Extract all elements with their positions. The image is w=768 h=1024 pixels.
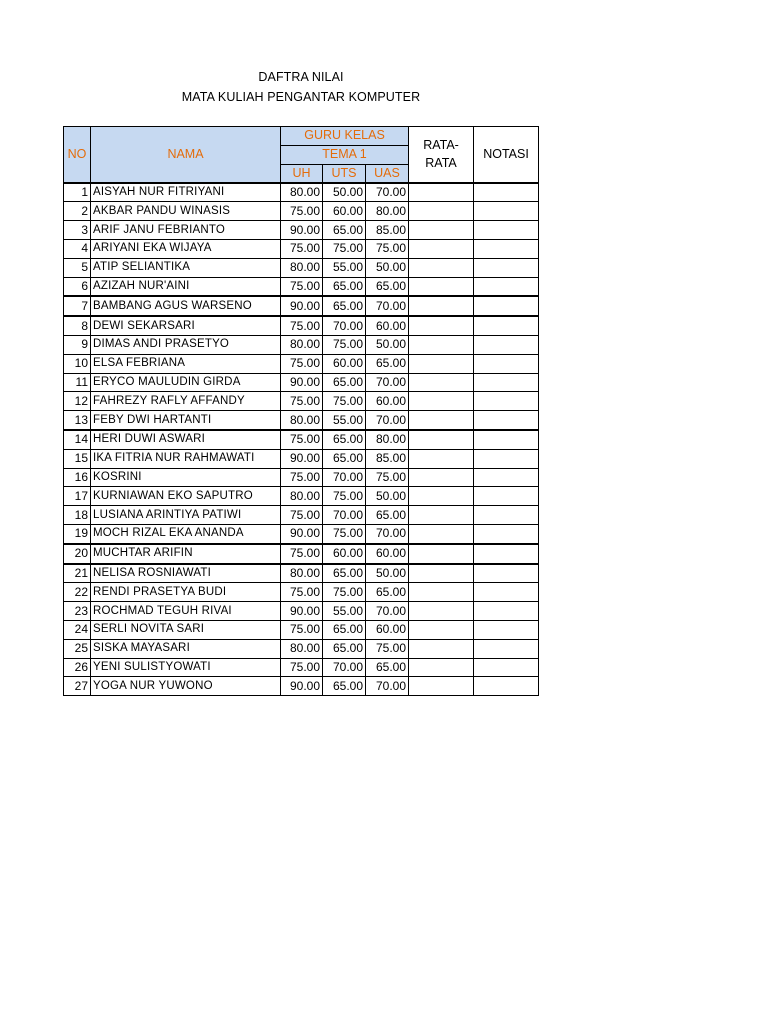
row-uh: 90.00 xyxy=(281,449,323,468)
row-uh: 75.00 xyxy=(281,468,323,487)
row-uas: 70.00 xyxy=(366,373,409,392)
row-no: 4 xyxy=(64,239,91,258)
row-uts: 65.00 xyxy=(323,430,366,449)
row-uh: 80.00 xyxy=(281,639,323,658)
row-uh: 90.00 xyxy=(281,373,323,392)
row-rata-rata xyxy=(409,239,474,258)
table-row xyxy=(64,239,539,258)
table-row xyxy=(64,354,539,373)
row-rata-rata xyxy=(409,524,474,543)
row-uts: 60.00 xyxy=(323,544,366,564)
row-no: 21 xyxy=(64,564,91,583)
row-nama: MUCHTAR ARIFIN xyxy=(91,544,281,564)
row-notasi xyxy=(474,564,539,583)
row-no: 22 xyxy=(64,583,91,602)
row-nama: AZIZAH NUR'AINI xyxy=(91,277,281,296)
row-no: 23 xyxy=(64,602,91,621)
table-row xyxy=(64,202,539,221)
table-row xyxy=(64,524,539,543)
row-uts: 65.00 xyxy=(323,449,366,468)
row-rata-rata xyxy=(409,316,474,335)
table-row xyxy=(64,487,539,506)
row-uts: 65.00 xyxy=(323,564,366,583)
row-nama: YOGA NUR YUWONO xyxy=(91,677,281,696)
row-no: 18 xyxy=(64,506,91,525)
row-uas: 65.00 xyxy=(366,658,409,677)
row-uas: 65.00 xyxy=(366,583,409,602)
row-uas: 70.00 xyxy=(366,411,409,430)
row-notasi xyxy=(474,277,539,296)
table-row xyxy=(64,602,539,621)
row-no: 15 xyxy=(64,449,91,468)
row-uts: 70.00 xyxy=(323,506,366,525)
header-nama: NAMA xyxy=(91,127,281,183)
row-rata-rata xyxy=(409,202,474,221)
row-uas: 65.00 xyxy=(366,277,409,296)
row-uh: 80.00 xyxy=(281,411,323,430)
row-uh: 80.00 xyxy=(281,335,323,354)
row-uh: 75.00 xyxy=(281,316,323,335)
row-uts: 60.00 xyxy=(323,202,366,221)
row-no: 13 xyxy=(64,411,91,430)
header-guru-kelas: GURU KELAS xyxy=(281,127,409,146)
row-no: 14 xyxy=(64,430,91,449)
document-title: DAFTRA NILAI xyxy=(258,70,344,84)
row-nama: RENDI PRASETYA BUDI xyxy=(91,583,281,602)
row-uts: 70.00 xyxy=(323,658,366,677)
row-uh: 90.00 xyxy=(281,602,323,621)
row-no: 25 xyxy=(64,639,91,658)
row-uts: 65.00 xyxy=(323,677,366,696)
row-nama: SISKA MAYASARI xyxy=(91,639,281,658)
row-no: 9 xyxy=(64,335,91,354)
row-uas: 75.00 xyxy=(366,239,409,258)
header-rata-rata xyxy=(409,127,474,183)
row-uh: 80.00 xyxy=(281,183,323,202)
row-rata-rata xyxy=(409,620,474,639)
row-rata-rata xyxy=(409,468,474,487)
row-uas: 65.00 xyxy=(366,354,409,373)
row-nama: MOCH RIZAL EKA ANANDA xyxy=(91,524,281,543)
table-row xyxy=(64,183,539,202)
row-nama: YENI SULISTYOWATI xyxy=(91,658,281,677)
table-row xyxy=(64,296,539,316)
row-uts: 75.00 xyxy=(323,392,366,411)
row-notasi xyxy=(474,221,539,240)
row-no: 5 xyxy=(64,258,91,277)
document-subtitle: MATA KULIAH PENGANTAR KOMPUTER xyxy=(181,90,421,104)
row-rata-rata xyxy=(409,544,474,564)
row-nama: ELSA FEBRIANA xyxy=(91,354,281,373)
row-rata-rata xyxy=(409,564,474,583)
row-uts: 55.00 xyxy=(323,411,366,430)
row-notasi xyxy=(474,677,539,696)
row-nama: ATIP SELIANTIKA xyxy=(91,258,281,277)
row-nama: FAHREZY RAFLY AFFANDY xyxy=(91,392,281,411)
row-notasi xyxy=(474,239,539,258)
row-uh: 80.00 xyxy=(281,487,323,506)
row-uh: 90.00 xyxy=(281,677,323,696)
row-uh: 75.00 xyxy=(281,354,323,373)
row-notasi xyxy=(474,620,539,639)
row-no: 8 xyxy=(64,316,91,335)
row-rata-rata xyxy=(409,449,474,468)
row-rata-rata xyxy=(409,430,474,449)
header-uas: UAS xyxy=(366,164,409,183)
row-uas: 60.00 xyxy=(366,316,409,335)
row-nama: ROCHMAD TEGUH RIVAI xyxy=(91,602,281,621)
header-uts: UTS xyxy=(323,164,366,183)
row-uh: 90.00 xyxy=(281,221,323,240)
row-uts: 65.00 xyxy=(323,620,366,639)
row-no: 11 xyxy=(64,373,91,392)
row-nama: AKBAR PANDU WINASIS xyxy=(91,202,281,221)
row-nama: SERLI NOVITA SARI xyxy=(91,620,281,639)
row-rata-rata xyxy=(409,296,474,316)
row-rata-rata xyxy=(409,411,474,430)
row-rata-rata xyxy=(409,506,474,525)
row-uts: 65.00 xyxy=(323,639,366,658)
row-no: 16 xyxy=(64,468,91,487)
row-no: 6 xyxy=(64,277,91,296)
row-uts: 65.00 xyxy=(323,373,366,392)
row-uas: 60.00 xyxy=(366,392,409,411)
table-row xyxy=(64,392,539,411)
row-notasi xyxy=(474,258,539,277)
row-uts: 75.00 xyxy=(323,487,366,506)
row-notasi xyxy=(474,602,539,621)
row-uh: 80.00 xyxy=(281,258,323,277)
row-rata-rata xyxy=(409,639,474,658)
header-uh: UH xyxy=(281,164,323,183)
row-notasi xyxy=(474,583,539,602)
row-notasi xyxy=(474,392,539,411)
row-notasi xyxy=(474,430,539,449)
row-rata-rata xyxy=(409,602,474,621)
row-uh: 75.00 xyxy=(281,239,323,258)
row-uas: 70.00 xyxy=(366,677,409,696)
table-row xyxy=(64,544,539,564)
row-uts: 75.00 xyxy=(323,583,366,602)
row-uas: 60.00 xyxy=(366,544,409,564)
row-nama: DIMAS ANDI PRASETYO xyxy=(91,335,281,354)
row-uh: 75.00 xyxy=(281,392,323,411)
row-nama: AISYAH NUR FITRIYANI xyxy=(91,183,281,202)
row-uas: 50.00 xyxy=(366,258,409,277)
row-no: 10 xyxy=(64,354,91,373)
header-rata-line1: RATA- xyxy=(423,138,459,153)
row-uts: 70.00 xyxy=(323,468,366,487)
row-no: 20 xyxy=(64,544,91,564)
table-row xyxy=(64,658,539,677)
row-no: 7 xyxy=(64,296,91,316)
row-nama: HERI DUWI ASWARI xyxy=(91,430,281,449)
row-uas: 75.00 xyxy=(366,639,409,658)
row-rata-rata xyxy=(409,392,474,411)
row-uh: 75.00 xyxy=(281,277,323,296)
row-uas: 65.00 xyxy=(366,506,409,525)
table-row xyxy=(64,373,539,392)
row-nama: IKA FITRIA NUR RAHMAWATI xyxy=(91,449,281,468)
row-uh: 90.00 xyxy=(281,524,323,543)
row-uas: 70.00 xyxy=(366,296,409,316)
row-uts: 50.00 xyxy=(323,183,366,202)
row-no: 12 xyxy=(64,392,91,411)
row-uh: 75.00 xyxy=(281,620,323,639)
row-rata-rata xyxy=(409,658,474,677)
row-notasi xyxy=(474,373,539,392)
row-nama: ARIF JANU FEBRIANTO xyxy=(91,221,281,240)
row-rata-rata xyxy=(409,354,474,373)
row-uts: 65.00 xyxy=(323,277,366,296)
row-uas: 80.00 xyxy=(366,430,409,449)
row-uts: 65.00 xyxy=(323,221,366,240)
table-row xyxy=(64,564,539,583)
row-uas: 50.00 xyxy=(366,487,409,506)
row-notasi xyxy=(474,639,539,658)
row-rata-rata xyxy=(409,487,474,506)
row-notasi xyxy=(474,411,539,430)
row-notasi xyxy=(474,658,539,677)
row-nama: FEBY DWI HARTANTI xyxy=(91,411,281,430)
row-no: 27 xyxy=(64,677,91,696)
row-no: 3 xyxy=(64,221,91,240)
table-row xyxy=(64,221,539,240)
row-uh: 75.00 xyxy=(281,202,323,221)
row-notasi xyxy=(474,449,539,468)
row-rata-rata xyxy=(409,183,474,202)
row-notasi xyxy=(474,202,539,221)
row-uts: 75.00 xyxy=(323,239,366,258)
row-nama: KURNIAWAN EKO SAPUTRO xyxy=(91,487,281,506)
row-uts: 70.00 xyxy=(323,316,366,335)
row-rata-rata xyxy=(409,583,474,602)
row-nama: NELISA ROSNIAWATI xyxy=(91,564,281,583)
row-uas: 60.00 xyxy=(366,620,409,639)
row-nama: BAMBANG AGUS WARSENO xyxy=(91,296,281,316)
row-notasi xyxy=(474,487,539,506)
row-notasi xyxy=(474,296,539,316)
row-nama: ERYCO MAULUDIN GIRDA xyxy=(91,373,281,392)
table-row xyxy=(64,583,539,602)
row-rata-rata xyxy=(409,373,474,392)
row-uts: 75.00 xyxy=(323,335,366,354)
row-uas: 85.00 xyxy=(366,449,409,468)
row-notasi xyxy=(474,544,539,564)
grades-table xyxy=(63,126,539,696)
row-uts: 75.00 xyxy=(323,524,366,543)
table-row xyxy=(64,411,539,430)
row-nama: ARIYANI EKA WIJAYA xyxy=(91,239,281,258)
row-uts: 60.00 xyxy=(323,354,366,373)
row-nama: DEWI SEKARSARI xyxy=(91,316,281,335)
row-no: 19 xyxy=(64,524,91,543)
header-rata-line2: RATA xyxy=(425,156,457,171)
row-no: 2 xyxy=(64,202,91,221)
table-row xyxy=(64,430,539,449)
row-uh: 90.00 xyxy=(281,296,323,316)
row-notasi xyxy=(474,468,539,487)
row-no: 17 xyxy=(64,487,91,506)
row-uh: 75.00 xyxy=(281,506,323,525)
row-uas: 50.00 xyxy=(366,335,409,354)
row-rata-rata xyxy=(409,277,474,296)
row-notasi xyxy=(474,524,539,543)
row-uh: 75.00 xyxy=(281,544,323,564)
row-uts: 55.00 xyxy=(323,258,366,277)
row-rata-rata xyxy=(409,677,474,696)
row-notasi xyxy=(474,335,539,354)
table-row xyxy=(64,449,539,468)
table-row xyxy=(64,639,539,658)
row-uh: 80.00 xyxy=(281,564,323,583)
row-uas: 85.00 xyxy=(366,221,409,240)
row-uas: 70.00 xyxy=(366,183,409,202)
row-uts: 55.00 xyxy=(323,602,366,621)
row-uas: 80.00 xyxy=(366,202,409,221)
row-notasi xyxy=(474,354,539,373)
row-rata-rata xyxy=(409,258,474,277)
row-notasi xyxy=(474,183,539,202)
row-uh: 75.00 xyxy=(281,430,323,449)
row-uas: 70.00 xyxy=(366,524,409,543)
row-rata-rata xyxy=(409,335,474,354)
row-nama: KOSRINI xyxy=(91,468,281,487)
header-tema: TEMA 1 xyxy=(281,145,409,164)
table-row xyxy=(64,277,539,296)
table-row xyxy=(64,677,539,696)
header-notasi: NOTASI xyxy=(474,127,539,183)
row-uts: 65.00 xyxy=(323,296,366,316)
row-no: 24 xyxy=(64,620,91,639)
table-row xyxy=(64,468,539,487)
row-no: 26 xyxy=(64,658,91,677)
table-row xyxy=(64,620,539,639)
row-uas: 50.00 xyxy=(366,564,409,583)
table-row xyxy=(64,258,539,277)
row-uas: 70.00 xyxy=(366,602,409,621)
row-uh: 75.00 xyxy=(281,658,323,677)
header-no: NO xyxy=(64,127,91,183)
row-rata-rata xyxy=(409,221,474,240)
row-nama: LUSIANA ARINTIYA PATIWI xyxy=(91,506,281,525)
row-no: 1 xyxy=(64,183,91,202)
table-row xyxy=(64,506,539,525)
row-uh: 75.00 xyxy=(281,583,323,602)
row-notasi xyxy=(474,506,539,525)
table-row xyxy=(64,335,539,354)
table-row xyxy=(64,316,539,335)
row-notasi xyxy=(474,316,539,335)
row-uas: 75.00 xyxy=(366,468,409,487)
